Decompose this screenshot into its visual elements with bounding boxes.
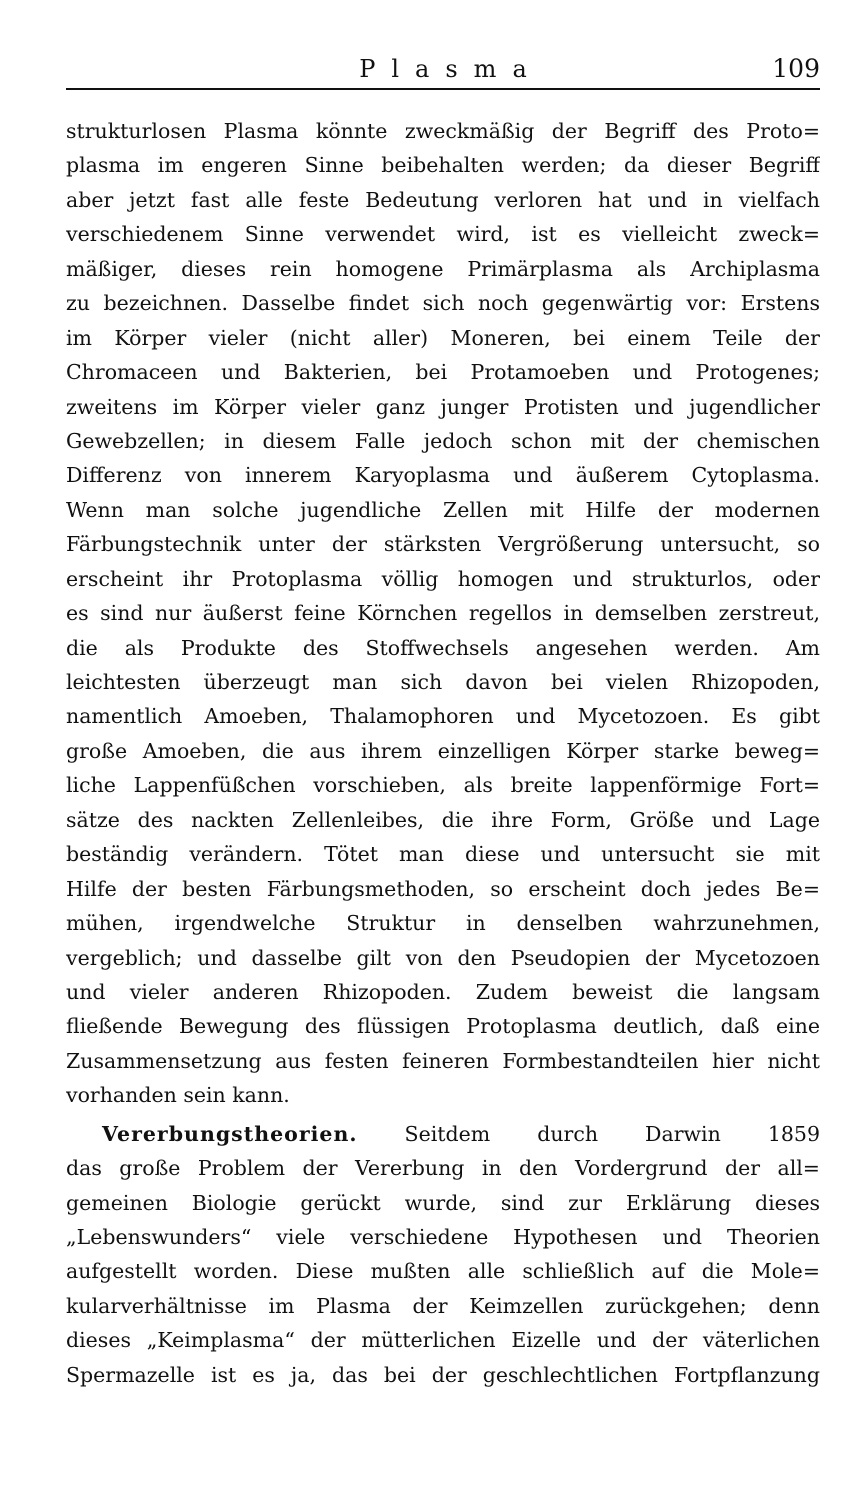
- text-line: Differenz von innerem Karyoplasma und äußerem Cytoplasma.: [66, 463, 820, 488]
- text-line: vergeblich; und dasselbe gilt von den Pseudopien der Mycetozoen: [66, 945, 820, 970]
- text-line: erscheint ihr Protoplasma völlig homogen und strukturlos, oder: [66, 566, 820, 591]
- text-line: [66, 1117, 820, 1151]
- header-rule: [66, 88, 820, 90]
- text-line: Gewebzellen; in diesem Falle jedoch schon mit der chemischen: [66, 428, 820, 453]
- section-heading: Vererbungstheorien.: [102, 1121, 358, 1146]
- text-line: die als Produkte des Stoffwechsels angesehen werden. Am: [66, 635, 820, 660]
- text-line: aber jetzt fast alle feste Bedeutung verloren hat und in vielfach: [66, 187, 820, 212]
- text-line: beständig verändern. Tötet man diese und untersucht sie mit: [66, 842, 820, 867]
- text-line: Spermazelle ist es ja, das bei der geschlechtlichen Fortpflanzung: [66, 1362, 820, 1387]
- text-line: leichtesten überzeugt man sich davon bei vielen Rhizopoden,: [66, 670, 820, 694]
- body-text: [66, 114, 820, 1392]
- text-line: zu bezeichnen. Dasselbe findet sich noch gegenwärtig vor: Erstens: [66, 291, 820, 316]
- text-line: liche Lappenfüßchen vorschieben, als breite lappenförmige Fort=: [66, 773, 820, 798]
- text-line: Zusammensetzung aus festen feineren Formbestandteilen hier nicht: [66, 1048, 820, 1073]
- text-line: große Amoeben, die aus ihrem einzelligen Körper starke beweg=: [66, 738, 820, 763]
- paragraph-vererbungstheorien: [66, 1117, 820, 1393]
- text-line: strukturlosen Plasma könnte zweckmäßig der Begriff des Proto=: [66, 119, 820, 143]
- text-line: zweitens im Körper vieler ganz junger Protisten und jugendlicher: [66, 394, 820, 419]
- text-line: es sind nur äußerst feine Körnchen regellos in demselben zerstreut,: [66, 601, 820, 626]
- text-line: Wenn man solche jugendliche Zellen mit Hilfe der modernen: [66, 497, 820, 522]
- text-line: sätze des nackten Zellenleibes, die ihre Form, Größe und Lage: [66, 807, 820, 832]
- text-line: „Lebenswunders“ viele verschiedene Hypothesen und Theorien: [66, 1225, 820, 1249]
- heading-line-rest: Seitdem durch Darwin 1859: [404, 1121, 820, 1146]
- text-line: vorhanden sein kann.: [66, 1083, 290, 1108]
- text-line: mäßiger, dieses rein homogene Primärplasma als Archiplasma: [66, 256, 820, 281]
- text-line: Hilfe der besten Färbungsmethoden, so erscheint doch jedes Be=: [66, 876, 820, 901]
- text-line: mühen, irgendwelche Struktur in denselben wahrzunehmen,: [66, 911, 820, 936]
- paragraph-plasma: [66, 114, 820, 1113]
- page-number: 109: [772, 54, 820, 83]
- text-line: und vieler anderen Rhizopoden. Zudem beweist die langsam: [66, 979, 820, 1004]
- text-line: dieses „Keimplasma“ der mütterlichen Eizelle und der väterlichen: [66, 1328, 820, 1353]
- running-title: Plasma: [359, 55, 543, 83]
- text-line: plasma im engeren Sinne beibehalten werden; da dieser Begriff: [66, 153, 820, 178]
- text-line: Chromaceen und Bakterien, bei Protamoeben und Protogenes;: [66, 360, 820, 385]
- text-line: kularverhältnisse im Plasma der Keimzellen zurückgehen; denn: [66, 1293, 820, 1318]
- text-line: aufgestellt worden. Diese mußten alle schließlich auf die Mole=: [66, 1259, 820, 1284]
- text-line: namentlich Amoeben, Thalamophoren und Mycetozoen. Es gibt: [66, 704, 820, 729]
- text-line: im Körper vieler (nicht aller) Moneren, bei einem Teile der: [66, 325, 820, 350]
- text-line: fließende Bewegung des flüssigen Protoplasma deutlich, daß eine: [66, 1014, 820, 1039]
- text-line: verschiedenem Sinne verwendet wird, ist es vielleicht zweck=: [66, 222, 820, 247]
- text-line: gemeinen Biologie gerückt wurde, sind zur Erklärung dieses: [66, 1190, 820, 1215]
- text-line: das große Problem der Vererbung in den Vordergrund der all=: [66, 1156, 820, 1181]
- text-line: Färbungstechnik unter der stärksten Vergrößerung untersucht, so: [66, 532, 820, 557]
- running-head: [66, 52, 820, 90]
